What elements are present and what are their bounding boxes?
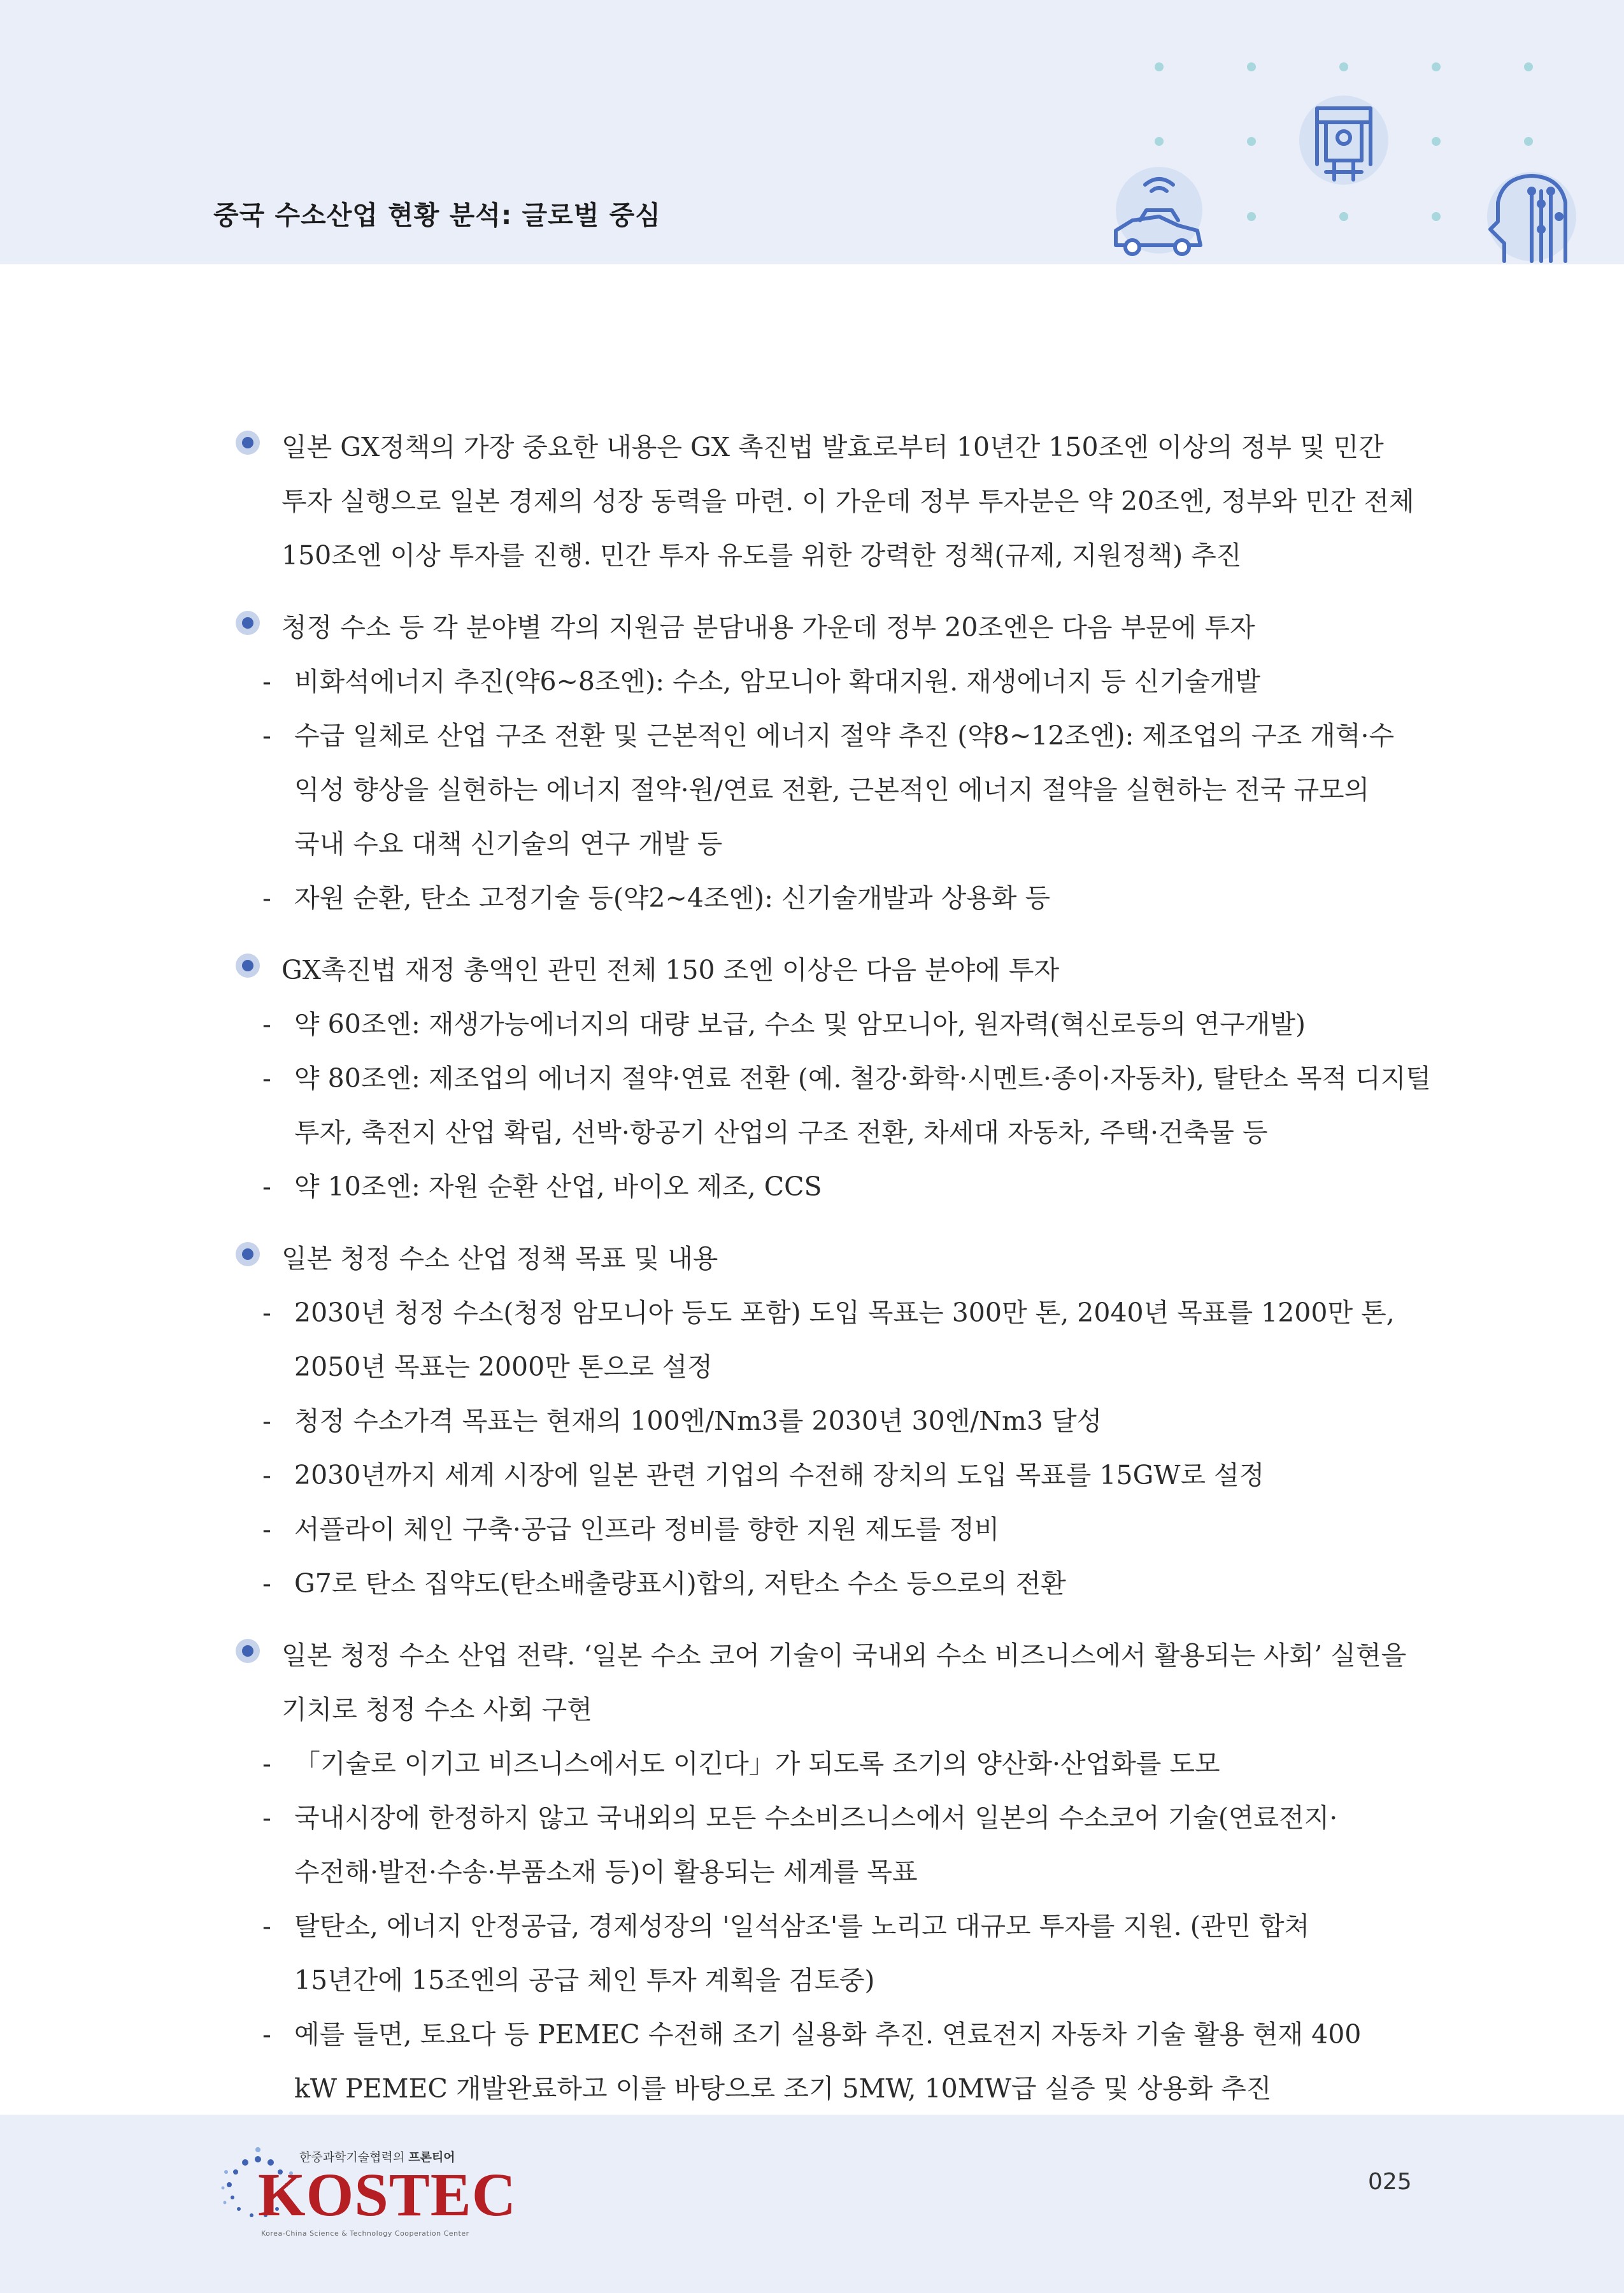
text-line: 수급 일체로 산업 구조 전환 및 근본적인 에너지 절약 추진 (약8~12조엔): 제조업의 구조 개혁·수 [294,720,1395,751]
dash-marker: - [262,1748,271,1779]
bullet-item [236,1629,1420,1737]
sub-item [236,2008,1420,2116]
sub-item [236,1394,1420,1448]
logo-tagline-text: 한중과학기술협력의 [299,2150,409,2164]
text-line: 15년간에 15조엔의 공급 체인 투자 계획을 검토중) [294,1965,875,1996]
text-line: 150조엔 이상 투자를 진행. 민간 투자 유도를 위한 강력한 정책(규제, 지원정책) 추진 [281,540,1242,571]
circle-bullet-icon [236,1639,260,1663]
dash-marker: - [262,1406,271,1436]
sub-item [236,1503,1420,1557]
text-line: 자원 순환, 탄소 고정기술 등(약2~4조엔): 신기술개발과 상용화 등 [294,883,1051,913]
sub-item [236,1899,1420,2008]
circle-bullet-icon [236,954,260,978]
sub-item [236,709,1420,871]
logo-tagline-bold: 프론티어 [408,2150,455,2164]
text-line: 수전해·발전·수송·부품소재 등)이 활용되는 세계를 목표 [294,1857,918,1887]
section [236,1232,1420,1611]
text-line: 탈탄소, 에너지 안정공급, 경제성장의 '일석삼조'를 노리고 대규모 투자를 지원. (관민 합쳐 [294,1911,1310,1941]
kostec-wordmark: KOSTEC [258,2161,517,2229]
document-body [236,420,1431,2134]
dash-marker: - [262,1009,271,1039]
dash-marker: - [262,720,271,751]
bullet-item [236,420,1420,583]
circle-bullet-icon [236,431,260,455]
text-line: 2030년까지 세계 시장에 일본 관련 기업의 수전해 장치의 도입 목표를 15GW로 설정 [294,1460,1265,1490]
text-line: 투자 실행으로 일본 경제의 성장 동력을 마련. 이 가운데 정부 투자분은 약 20조엔, 정부와 민간 전체 [281,486,1414,517]
text-line: 「기술로 이기고 비즈니스에서도 이긴다」가 되도록 조기의 양산화·산업화를 도모 [294,1748,1220,1779]
text-line: kW PEMEC 개발완료하고 이를 바탕으로 조기 5MW, 10MW급 실증 및 상용화 추진 [294,2073,1272,2104]
text-line: 일본 청정 수소 산업 전략. ‘일본 수소 코어 기술이 국내외 수소 비즈니스에서 활용되는 사회’ 실현을 [281,1640,1407,1671]
bullet-item [236,601,1420,655]
section [236,1629,1420,2116]
text-line: 약 60조엔: 재생가능에너지의 대량 보급, 수소 및 암모니아, 원자력(혁신로등의 연구개발) [294,1009,1306,1039]
text-line: GX촉진법 재정 총액인 관민 전체 150 조엔 이상은 다음 분야에 투자 [281,955,1060,985]
sub-item [236,997,1420,1052]
page-header [0,0,1624,264]
text-line: 2030년 청정 수소(청정 암모니아 등도 포함) 도입 목표는 300만 톤, 2040년 목표를 1200만 톤, [294,1297,1395,1328]
dash-marker: - [262,666,271,697]
section [236,601,1420,925]
sub-item [236,1052,1431,1160]
running-header-title: 중국 수소산업 현황 분석: 글로벌 중심 [213,200,661,231]
text-line: 예를 들면, 토요다 등 PEMEC 수전해 조기 실용화 추진. 연료전지 자동차 기술 활용 현재 400 [294,2019,1362,2050]
dash-marker: - [262,1514,271,1545]
sub-item [236,655,1420,709]
dash-marker: - [262,1568,271,1599]
sub-item [236,1737,1420,1791]
text-line: G7로 탄소 집약도(탄소배출량표시)합의, 저탄소 수소 등으로의 전환 [294,1568,1066,1599]
dash-marker: - [262,2019,271,2050]
circle-bullet-icon [236,1242,260,1266]
sub-item [236,1791,1420,1899]
text-line: 청정 수소가격 목표는 현재의 100엔/Nm3를 2030년 30엔/Nm3 달성 [294,1406,1102,1436]
text-line: 국내시장에 한정하지 않고 국내외의 모든 수소비즈니스에서 일본의 수소코어 기술(연료전지· [294,1803,1338,1833]
text-line: 서플라이 체인 구축·공급 인프라 정비를 향한 지원 제도를 정비 [294,1514,1000,1545]
sub-item [236,1160,1420,1214]
text-line: 일본 GX정책의 가장 중요한 내용은 GX 촉진법 발효로부터 10년간 150조엔 이상의 정부 및 민간 [281,432,1384,462]
dash-marker: - [262,1063,271,1094]
page-number: 025 [1368,2169,1412,2195]
dash-marker: - [262,1171,271,1202]
text-line: 약 80조엔: 제조업의 에너지 절약·연료 전환 (예. 철강·화학·시멘트·종이·자동차), 탈탄소 목적 디지털 [294,1063,1431,1094]
section [236,420,1420,583]
dash-marker: - [262,1803,271,1833]
sub-item [236,1448,1420,1503]
sub-item [236,1286,1420,1394]
text-line: 일본 청정 수소 산업 정책 목표 및 내용 [281,1243,718,1274]
robot-icon [1299,96,1388,185]
text-line: 국내 수요 대책 신기술의 연구 개발 등 [294,829,723,859]
sub-item [236,1557,1420,1611]
text-line: 기치로 청정 수소 사회 구현 [281,1694,592,1725]
section [236,943,1431,1214]
circle-bullet-icon [236,611,260,635]
bullet-item [236,943,1420,997]
logo-subtitle: Korea-China Science & Technology Cooperation Center [261,2229,469,2238]
dash-marker: - [262,1460,271,1490]
text-line: 청정 수소 등 각 분야별 각의 지원금 분담내용 가운데 정부 20조엔은 다음 부문에 투자 [281,612,1255,643]
text-line: 투자, 축전지 산업 확립, 선박·항공기 산업의 구조 전환, 차세대 자동차, 주택·건축물 등 [294,1117,1268,1148]
ai-head-icon [1487,172,1576,261]
sub-item [236,871,1420,925]
text-line: 2050년 목표는 2000만 톤으로 설정 [294,1352,713,1382]
text-line: 비화석에너지 추진(약6~8조엔): 수소, 암모니아 확대지원. 재생에너지 등 신기술개발 [294,666,1261,697]
text-line: 익성 향상을 실현하는 에너지 절약·원/연료 전환, 근본적인 에너지 절약을 실현하는 전국 규모의 [294,775,1370,805]
connected-car-icon [1116,167,1202,254]
bullet-item [236,1232,1420,1286]
dash-marker: - [262,1297,271,1328]
dash-marker: - [262,1911,271,1941]
text-line: 약 10조엔: 자원 순환 산업, 바이오 제조, CCS [294,1171,822,1202]
dash-marker: - [262,883,271,913]
